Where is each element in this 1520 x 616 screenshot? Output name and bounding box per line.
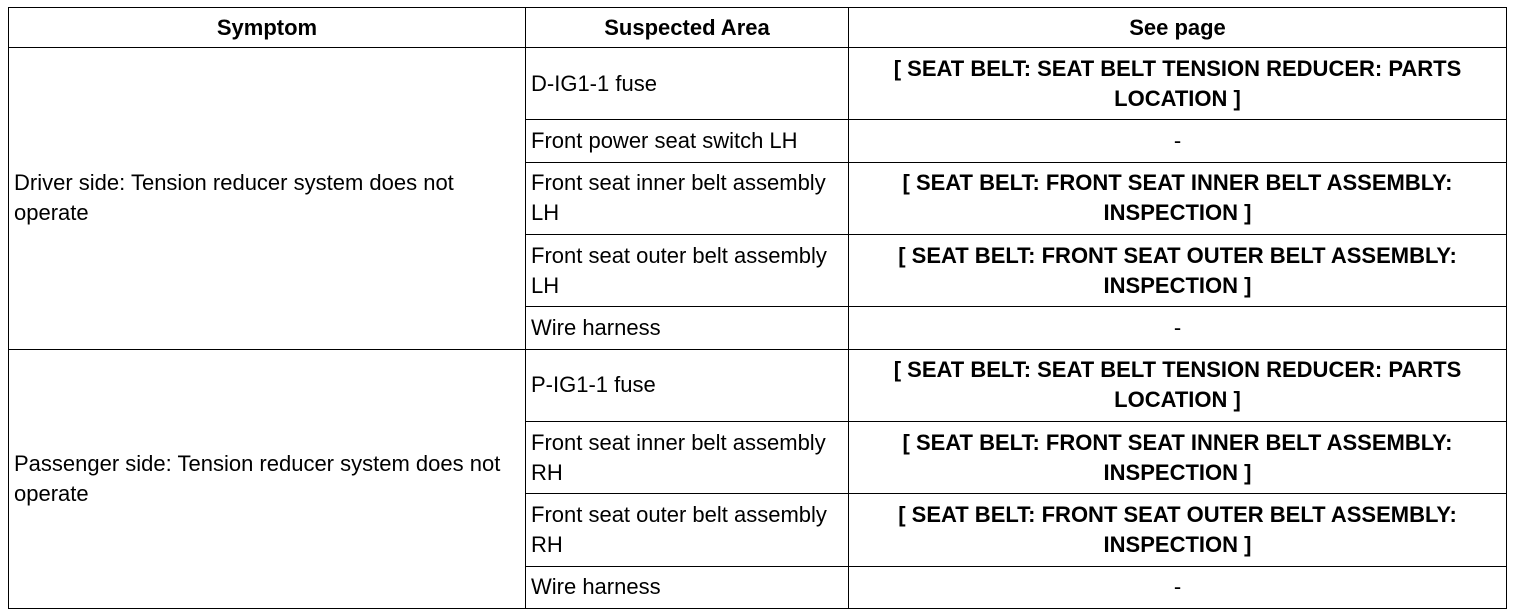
page-placeholder: - [849, 566, 1507, 608]
table-row [9, 349, 1507, 421]
area-cell: Front power seat switch LH [526, 120, 849, 162]
page-link[interactable]: [ SEAT BELT: FRONT SEAT INNER BELT ASSEMBLY: INSPECTION ] [849, 162, 1507, 234]
symptom-passenger-side: Passenger side: Tension reducer system does not operate [9, 349, 526, 608]
area-cell: Wire harness [526, 566, 849, 608]
symptom-table [8, 7, 1507, 609]
page-link[interactable]: [ SEAT BELT: FRONT SEAT OUTER BELT ASSEMBLY: INSPECTION ] [849, 494, 1507, 566]
header-see-page: See page [849, 8, 1507, 48]
page-link[interactable]: [ SEAT BELT: SEAT BELT TENSION REDUCER: PARTS LOCATION ] [849, 48, 1507, 120]
symptom-driver-side: Driver side: Tension reducer system does not operate [9, 48, 526, 350]
area-cell: Front seat outer belt assembly RH [526, 494, 849, 566]
header-symptom: Symptom [9, 8, 526, 48]
header-suspected-area: Suspected Area [526, 8, 849, 48]
page-link[interactable]: [ SEAT BELT: FRONT SEAT INNER BELT ASSEMBLY: INSPECTION ] [849, 421, 1507, 493]
area-cell: Front seat outer belt assembly LH [526, 234, 849, 306]
page-placeholder: - [849, 307, 1507, 349]
area-cell: P-IG1-1 fuse [526, 349, 849, 421]
table-header-row [9, 8, 1507, 48]
area-cell: Front seat inner belt assembly RH [526, 421, 849, 493]
page-link[interactable]: [ SEAT BELT: FRONT SEAT OUTER BELT ASSEMBLY: INSPECTION ] [849, 234, 1507, 306]
area-cell: Front seat inner belt assembly LH [526, 162, 849, 234]
area-cell: Wire harness [526, 307, 849, 349]
area-cell: D-IG1-1 fuse [526, 48, 849, 120]
table-row [9, 48, 1507, 120]
page-link[interactable]: [ SEAT BELT: SEAT BELT TENSION REDUCER: PARTS LOCATION ] [849, 349, 1507, 421]
page-placeholder: - [849, 120, 1507, 162]
